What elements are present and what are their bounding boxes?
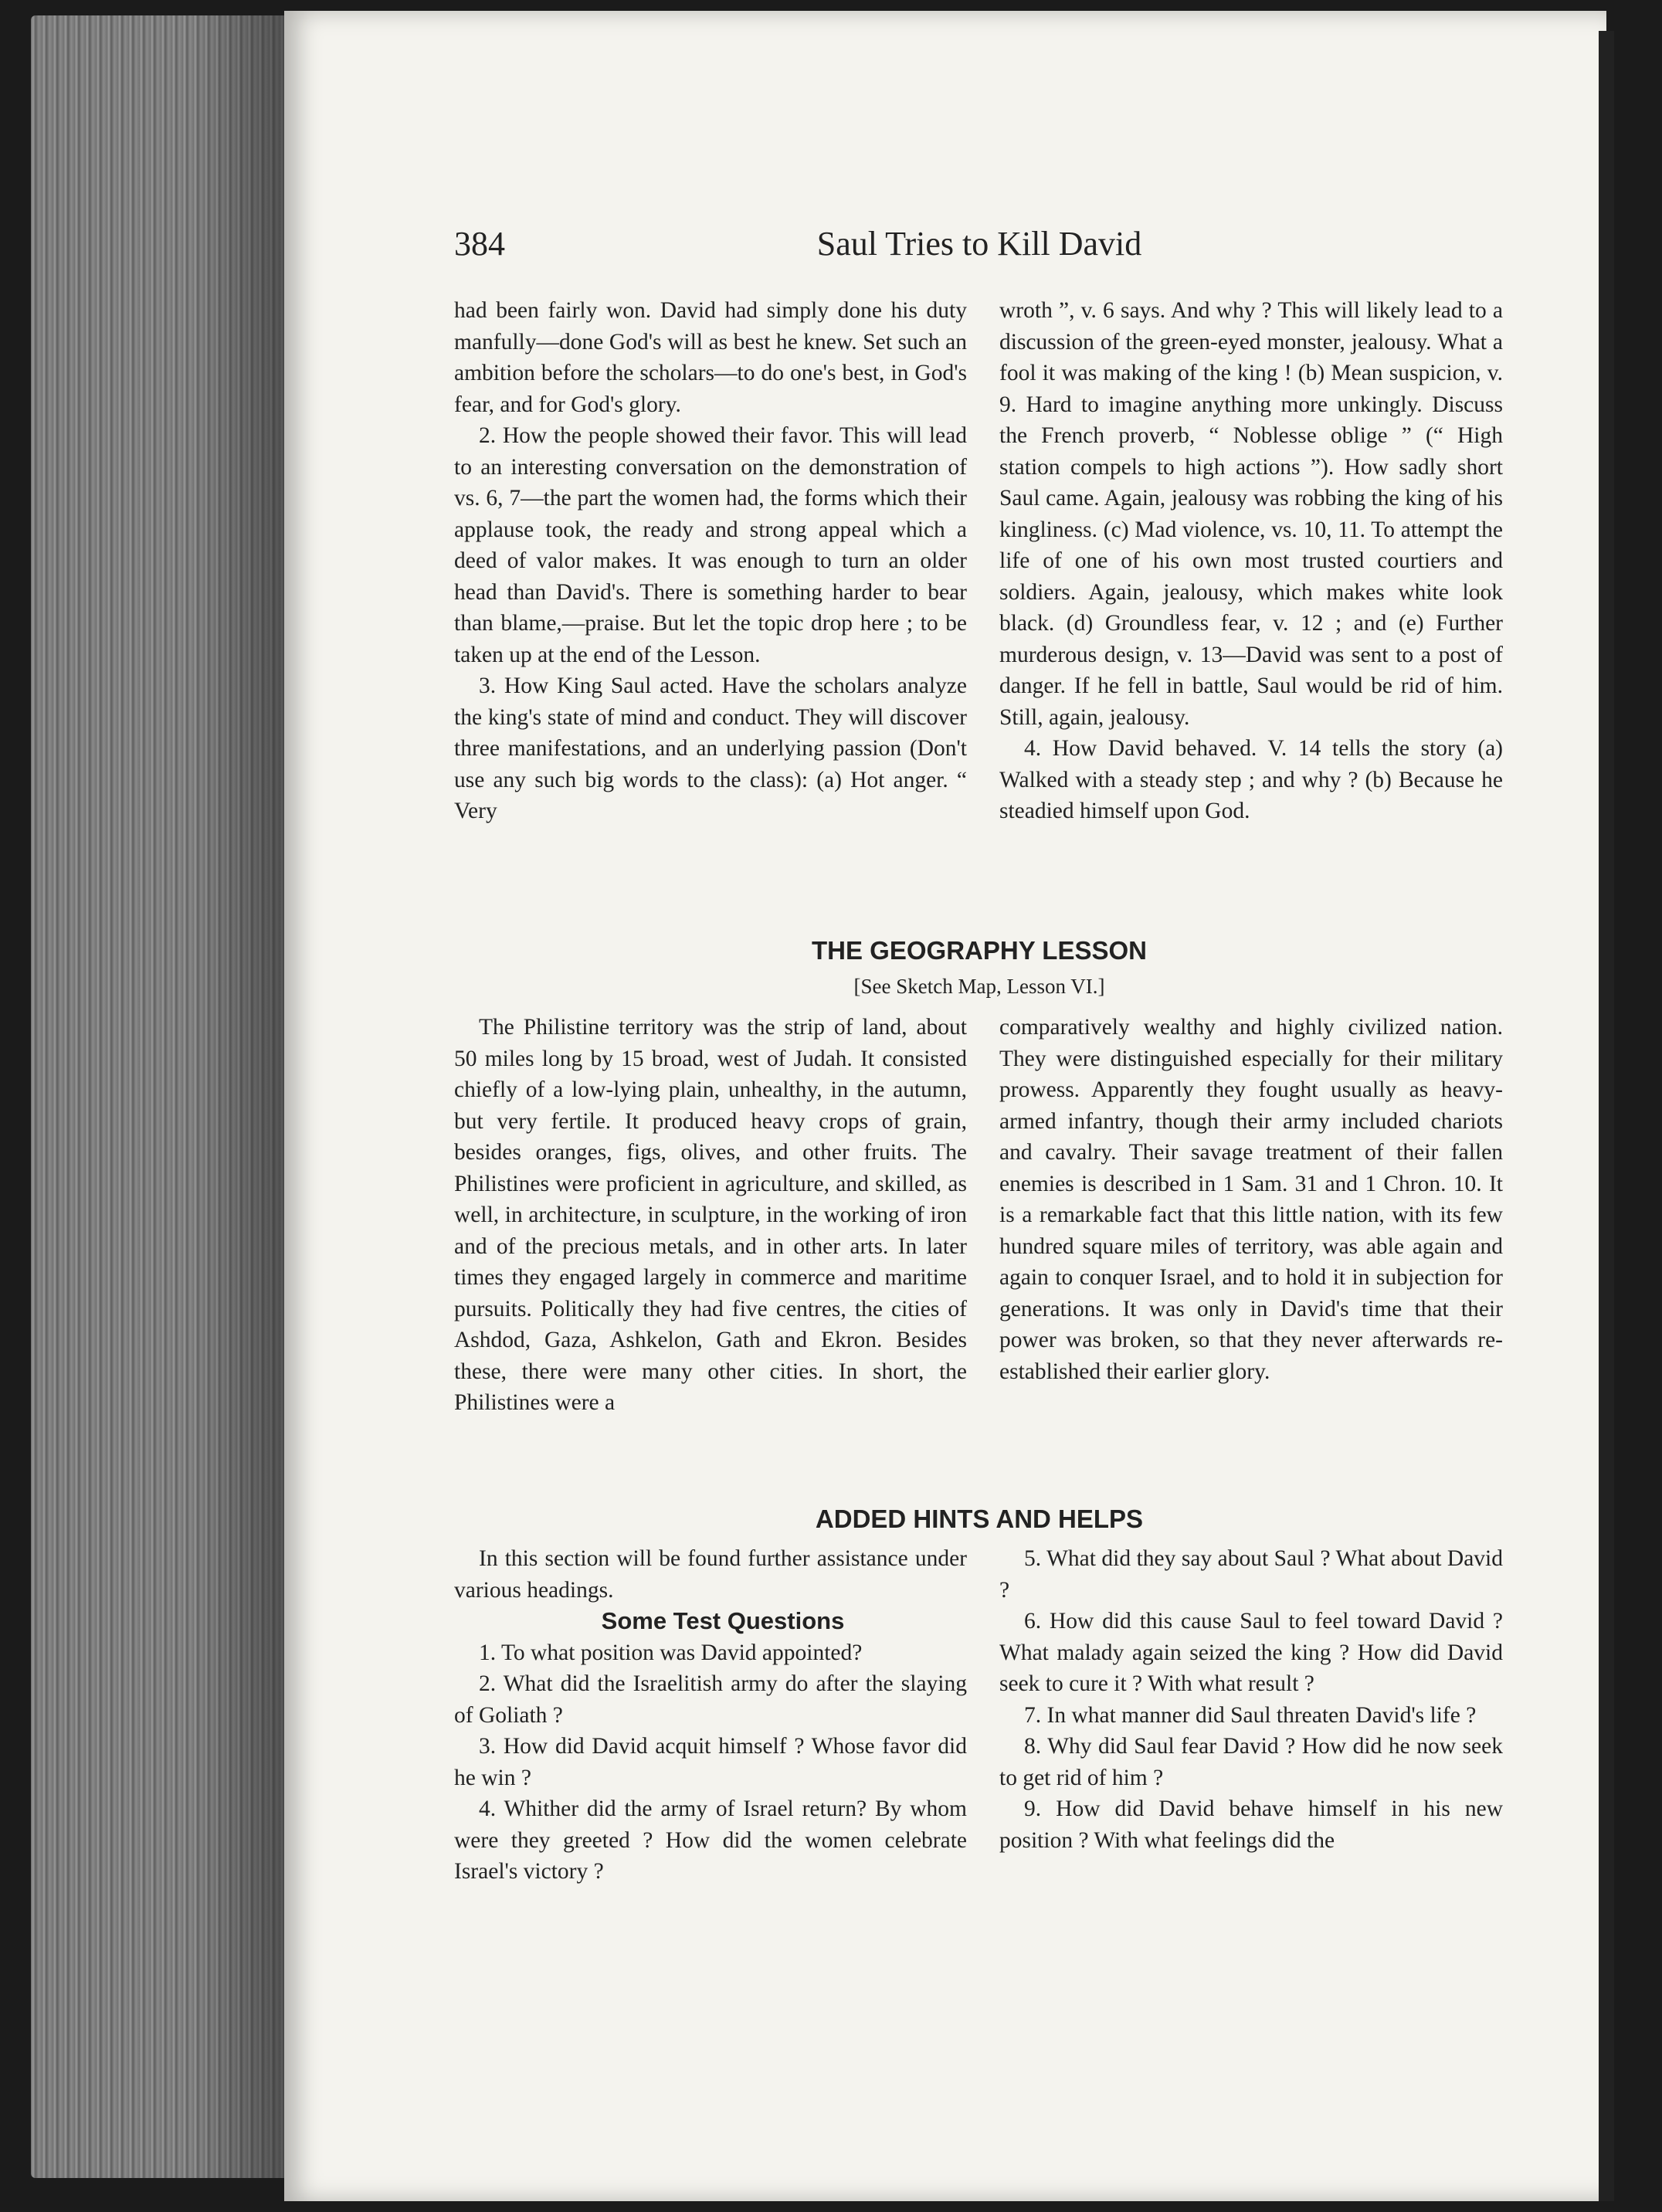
- hints-right-column: [999, 1543, 1503, 1856]
- paragraph: comparatively wealthy and highly civilized nation. They were distinguished especially for their military prowess. Apparently they fought usually as heavy-armed infantry, though their army included chariots and cavalry. Their savage treatment of their fallen enemies is described in 1 Sam. 31 and 1 Chron. 10. It is a remarkable fact that this little nation, with its few hundred square miles of territory, was able again and again to conquer Israel, and to hold it in subjection for generations. It was only in David's time that their power was broken, so that they never afterwards re-established their earlier glory.: [999, 1015, 1503, 1384]
- binding-shadow: [193, 15, 286, 2178]
- paragraph: 3. How King Saul acted. Have the scholars analyze the king's state of mind and conduct. They will discover three manifestations, and an underlying passion (Don't use any such big words to the class): (a) Hot anger. “ Very: [454, 673, 967, 823]
- page-title: Saul Tries to Kill David: [816, 225, 1142, 263]
- paragraph: 4. How David behaved. V. 14 tells the story (a) Walked with a steady step ; and why ? (b) Because he steadied himself upon God.: [999, 736, 1503, 823]
- question: 1. To what position was David appointed?: [479, 1640, 863, 1665]
- question: 4. Whither did the army of Israel return? By whom were they greeted ? How did the women celebrate Israel's victory ?: [454, 1796, 967, 1884]
- geography-lesson-subtitle: [See Sketch Map, Lesson VI.]: [853, 975, 1105, 998]
- question: 3. How did David acquit himself ? Whose favor did he win ?: [454, 1734, 967, 1790]
- geography-lesson-title: THE GEOGRAPHY LESSON: [812, 936, 1147, 965]
- question: 9. How did David behave himself in his new position ? With what feelings did the: [999, 1796, 1503, 1853]
- geography-right-column: [999, 1012, 1503, 1387]
- question: 6. How did this cause Saul to feel toward David ? What malady again seized the king ? How did David seek to cure it ? With what result ?: [999, 1609, 1503, 1696]
- test-questions-heading: Some Test Questions: [601, 1607, 845, 1634]
- question: 7. In what manner did Saul threaten David's life ?: [1024, 1702, 1477, 1728]
- hints-intro: In this section will be found further assistance under various headings.: [454, 1546, 967, 1603]
- paragraph: had been fairly won. David had simply done his duty manfully—done God's will as best he knew. Set such an ambition before the scholars—to do one's best, in God's fear, and for God's glory.: [454, 298, 967, 417]
- top-left-column: [454, 295, 967, 827]
- top-right-column: [999, 295, 1503, 827]
- question: 5. What did they say about Saul ? What about David ?: [999, 1546, 1503, 1603]
- paragraph: The Philistine territory was the strip of land, about 50 miles long by 15 broad, west of Judah. It consisted chiefly of a low-lying plain, unhealthy, in the autumn, but very fertile. It produced heavy crops of grain, besides oranges, figs, olives, and other fruits. The Philistines were proficient in agriculture, and skilled, as well, in architecture, in sculpture, in the working of iron and of the precious metals, and in other arts. In later times they engaged largely in commerce and maritime pursuits. Politically they had five centres, the cities of Ashdod, Gaza, Ashkelon, Gath and Ekron. Besides these, there were many other cities. In short, the Philistines were a: [454, 1015, 967, 1415]
- right-page-edge: [1599, 31, 1614, 2201]
- question: 2. What did the Israelitish army do after the slaying of Goliath ?: [454, 1671, 967, 1728]
- hints-left-column: [454, 1543, 967, 1888]
- paragraph: wroth ”, v. 6 says. And why ? This will likely lead to a discussion of the green-eyed monster, jealousy. What a fool it was making of the king ! (b) Mean suspicion, v. 9. Hard to imagine anything more unkingly. Discuss the French proverb, “ Noblesse oblige ” (“ High station compels to high actions ”). How sadly short Saul came. Again, jealousy was robbing the king of his kingliness. (c) Mad violence, vs. 10, 11. To attempt the life of one of his own most trusted courtiers and soldiers. Again, jealousy, which makes white look black. (d) Groundless fear, v. 12 ; and (e) Further murderous design, v. 13—David was sent to a post of danger. If he fell in battle, Saul would be rid of him. Still, again, jealousy.: [999, 298, 1503, 730]
- geography-left-column: [454, 1012, 967, 1419]
- running-head: [454, 224, 1504, 270]
- paragraph: 2. How the people showed their favor. This will lead to an interesting conversation on the demonstration of vs. 6, 7—the part the women had, the forms which their applause took, the ready and strong appeal which a deed of valor makes. It was enough to turn an older head than David's. There is something harder to bear than blame,—praise. But let the topic drop here ; to be taken up at the end of the Lesson.: [454, 423, 967, 667]
- hints-title: ADDED HINTS AND HELPS: [815, 1505, 1144, 1533]
- question: 8. Why did Saul fear David ? How did he now seek to get rid of him ?: [999, 1734, 1503, 1790]
- page-number: 384: [454, 225, 505, 263]
